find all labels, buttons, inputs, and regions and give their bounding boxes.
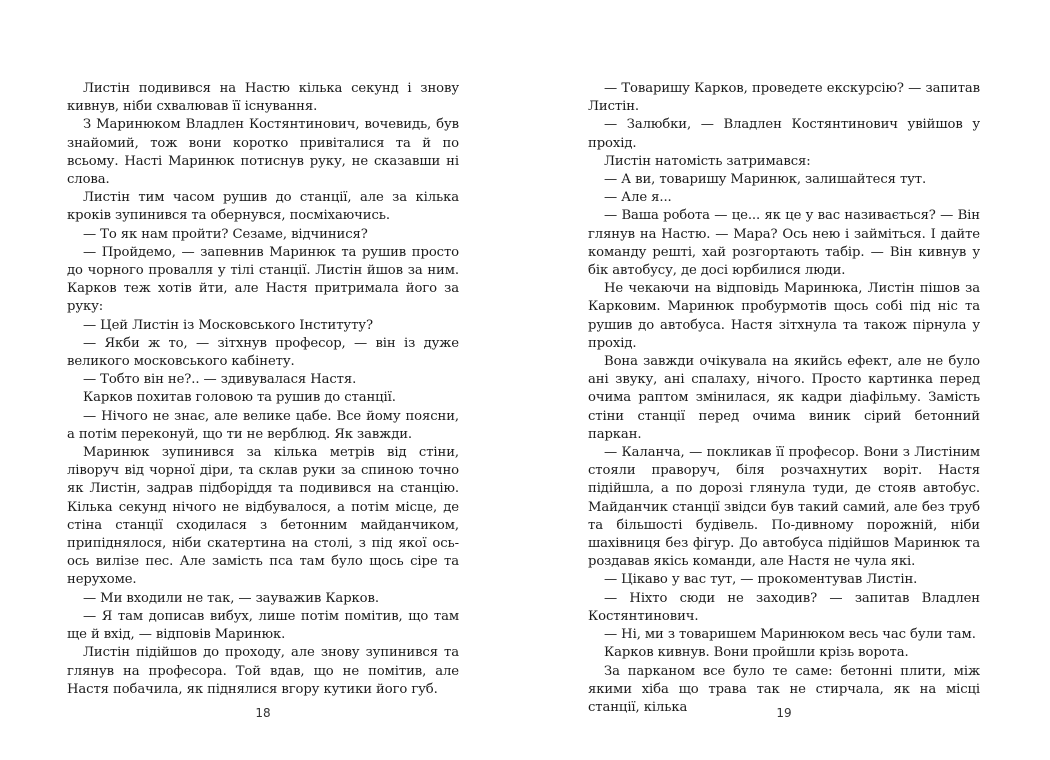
paragraph: Вона завжди очікувала на якийсь ефект, але не було ані звуку, ані спалаху, нічого. Просто картинка перед очима раптом змінилася, як кадри діафільму. Замість стіни станції перед очима виник сірий бетонний паркан.	[588, 354, 980, 442]
paragraph: — Пройдемо, — запевнив Маринюк та рушив просто до чорного провалля у тілі станції. Листін йшов за ним. Карков теж хотів йти, але Настя притримала його за руку:	[67, 244, 459, 315]
paragraph: — Каланча, — покликав її професор. Вони з Листіним стояли праворуч, біля розчахнутих воріт. Настя підійшла, а по дорозі глянула туди, де стояв автобус. Майданчик станції звідси був такий самий, але без труб та більшості будівель. По-дивному порожній, ніби шахівниця без фігур. До автобуса підійшов Маринюк та роздавав якісь команди, але Настя не чула які.	[588, 445, 980, 570]
paragraph: — Залюбки, — Владлен Костянтинович увійшов у прохід.	[588, 117, 980, 151]
paragraph: — Нічого не знає, але велике цабе. Все йому поясни, а потім переконуй, що ти не верблюд. Як завжди.	[67, 408, 459, 442]
paragraph: — Якби ж то, — зітхнув професор, — він із дуже великого московського кабінету.	[67, 335, 459, 370]
paragraph: — Ми входили не так, — зауважив Карков.	[83, 590, 379, 606]
paragraph: — Але я...	[604, 190, 672, 206]
paragraph: За парканом все було те саме: бетонні плити, між якими хіба що трава так не стирчала, як на місці станції, кілька	[588, 663, 980, 715]
paragraph: Карков кивнув. Вони пройшли крізь ворота.	[604, 645, 909, 661]
paragraph: Листін натомість затримався:	[604, 153, 811, 169]
page-number-right: 19	[776, 706, 792, 720]
left-page	[67, 80, 459, 699]
right-page	[588, 80, 980, 717]
paragraph: — Товаришу Карков, проведете екскурсію? — запитав Листін.	[588, 81, 980, 115]
paragraph: — А ви, товаришу Маринюк, залишайтеся тут.	[604, 172, 927, 188]
paragraph: Листін підійшов до проходу, але знову зупинився та глянув на професора. Той вдав, що не помітив, але Настя побачила, як піднялися вгору кутики його губ.	[67, 645, 459, 697]
paragraph: Не чекаючи на відповідь Маринюка, Листін пішов за Карковим. Маринюк пробурмотів щось собі під ніс та рушив до автобуса. Настя зітхнула та також пірнула у прохід.	[588, 281, 980, 351]
paragraph: — Я там дописав вибух, лише потім помітив, що там ще й вхід, — відповів Маринюк.	[67, 608, 459, 643]
paragraph: — Ні, ми з товаришем Маринюком весь час були там.	[604, 627, 976, 643]
paragraph: Маринюк зупинився за кілька метрів від стіни, ліворуч від чорної діри, та склав руки за спиною точно як Листін, задрав підборіддя та подивився на станцію. Кілька секунд нічого не відбувалося, а потім місце, де стіна станції сходилася з бетонним майданчиком, припіднялося, ніби скатертина на столі, з під якої ось-ось вилізе пес. Але замість пса там було щось сіре та нерухоме.	[67, 445, 459, 588]
paragraph: — Ваша робота — це... як це у вас називається? — Він глянув на Настю. — Мара? Ось нею і займіться. І дайте команду решті, хай розгортають табір. — Він кивнув у бік автобусу, де досі юрбилися люди.	[588, 208, 980, 279]
paragraph: Карков похитав головою та рушив до станції.	[83, 390, 396, 406]
paragraph: — Цікаво у вас тут, — прокоментував Листін.	[604, 572, 918, 588]
paragraph: — Цей Листін із Московського Інституту?	[83, 317, 373, 333]
paragraph: — Ніхто сюди не заходив? — запитав Владлен Костянтинович.	[588, 590, 980, 624]
paragraph: Листін тим часом рушив до станції, але за кілька кроків зупинився та обернувся, посміхаючись.	[67, 190, 459, 224]
page-number-left: 18	[255, 706, 271, 720]
paragraph: З Маринюком Владлен Костянтинович, вочевидь, був знайомий, тож вони коротко привіталися та й по всьому. Насті Маринюк потиснув руку, не сказавши ні слова.	[67, 117, 459, 188]
paragraph: — Тобто він не?.. — здивувалася Настя.	[83, 372, 357, 388]
paragraph: — То як нам пройти? Сезаме, відчинися?	[83, 226, 368, 242]
paragraph: Листін подивився на Настю кілька секунд і знову кивнув, ніби схвалював її існування.	[67, 81, 459, 115]
